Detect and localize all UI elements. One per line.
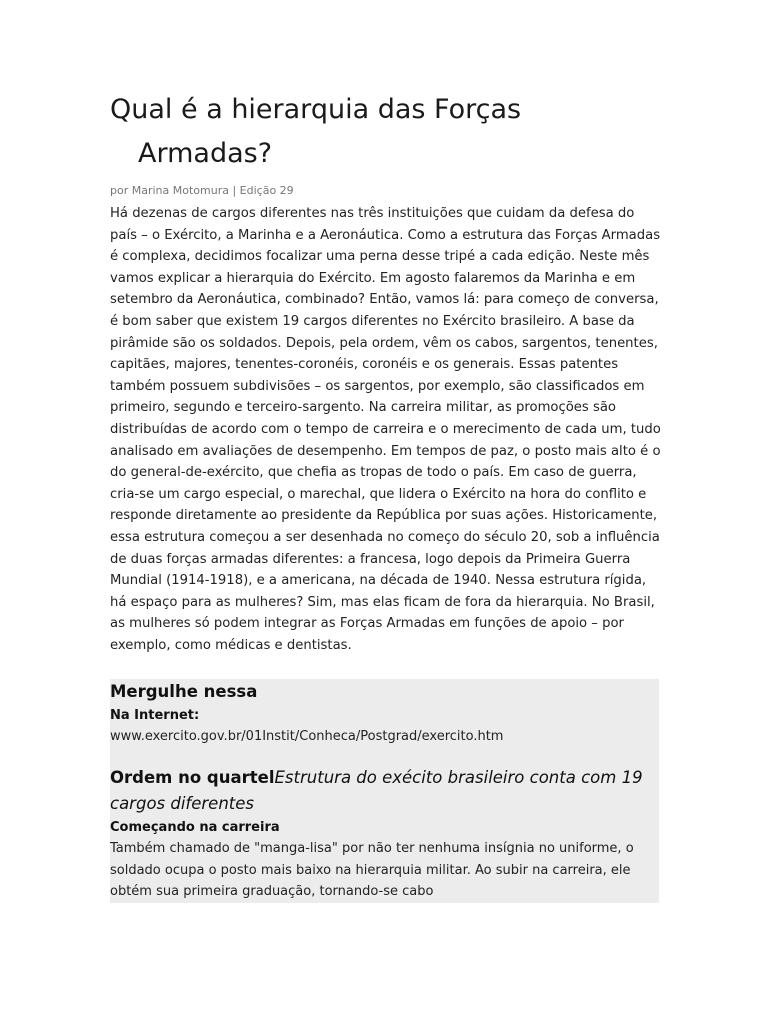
section-subtitle: Estrutura do exécito brasileiro conta com 19 cargos diferentes — [110, 768, 643, 813]
section-subheading: Começando na carreira — [110, 820, 280, 835]
section-title: Ordem no quartel — [110, 768, 275, 787]
byline: por Marina Motomura | Edição 29 — [110, 184, 294, 197]
sidebar-heading: Mergulhe nessa — [110, 682, 258, 701]
section-heading — [110, 765, 655, 817]
title-line-2: Armadas? — [138, 138, 273, 169]
internet-url[interactable]: www.exercito.gov.br/01Instit/Conheca/Postgrad/exercito.htm — [110, 729, 504, 744]
internet-label: Na Internet: — [110, 708, 200, 723]
article-title — [110, 88, 670, 176]
section-text: Também chamado de "manga-lisa" por não ter nenhuma insígnia no uniforme, o soldado ocupa o posto mais baixo na hierarquia militar. Ao subir na carreira, ele obtém sua primeira graduação, tornando-se cabo — [110, 841, 634, 899]
sidebar-box — [110, 679, 659, 903]
article-body: Há dezenas de cargos diferentes nas três instituições que cuidam da defesa do país – o Exército, a Marinha e a Aeronáutica. Como a estrutura das Forças Armadas é complexa, decidimos focalizar uma perna desse tripé a cada edição. Neste mês vamos explicar a hierarquia do Exército. Em agosto falaremos da Marinha e em setembro da Aeronáutica, combinado? Então, vamos lá: para começo de conversa, é bom saber que existem 19 cargos diferentes no Exército brasileiro. A base da pirâmide são os soldados. Depois, pela ordem, vêm os cabos, sargentos, tenentes, capitães, majores, tenentes-coronéis, coronéis e os generais. Essas patentes também possuem subdivisões – os sargentos, por exemplo, são classificados em primeiro, segundo e terceiro-sargento. Na carreira militar, as promoções são distribuídas de acordo com o tempo de carreira e o merecimento de cada um, tudo analisado em avaliações de desempenho. Em tempos de paz, o posto mais alto é o do general-de-exército, que chefia as tropas de todo o país. Em caso de guerra, cria-se um cargo especial, o marechal, que lidera o Exército na hora do conflito e responde diretamente ao presidente da República por suas ações. Historicamente, essa estrutura começou a ser desenhada no começo do século 20, sob a influência de duas forças armadas diferentes: a francesa, logo depois da Primeira Guerra Mundial (1914-1918), e a americana, na década de 1940. Nessa estrutura rígida, há espaço para as mulheres? Sim, mas elas ficam de fora da hierarquia. No Brasil, as mulheres só podem integrar as Forças Armadas em funções de apoio – por exemplo, como médicas e dentistas. — [110, 206, 661, 653]
title-line-1: Qual é a hierarquia das Forças — [110, 94, 522, 125]
